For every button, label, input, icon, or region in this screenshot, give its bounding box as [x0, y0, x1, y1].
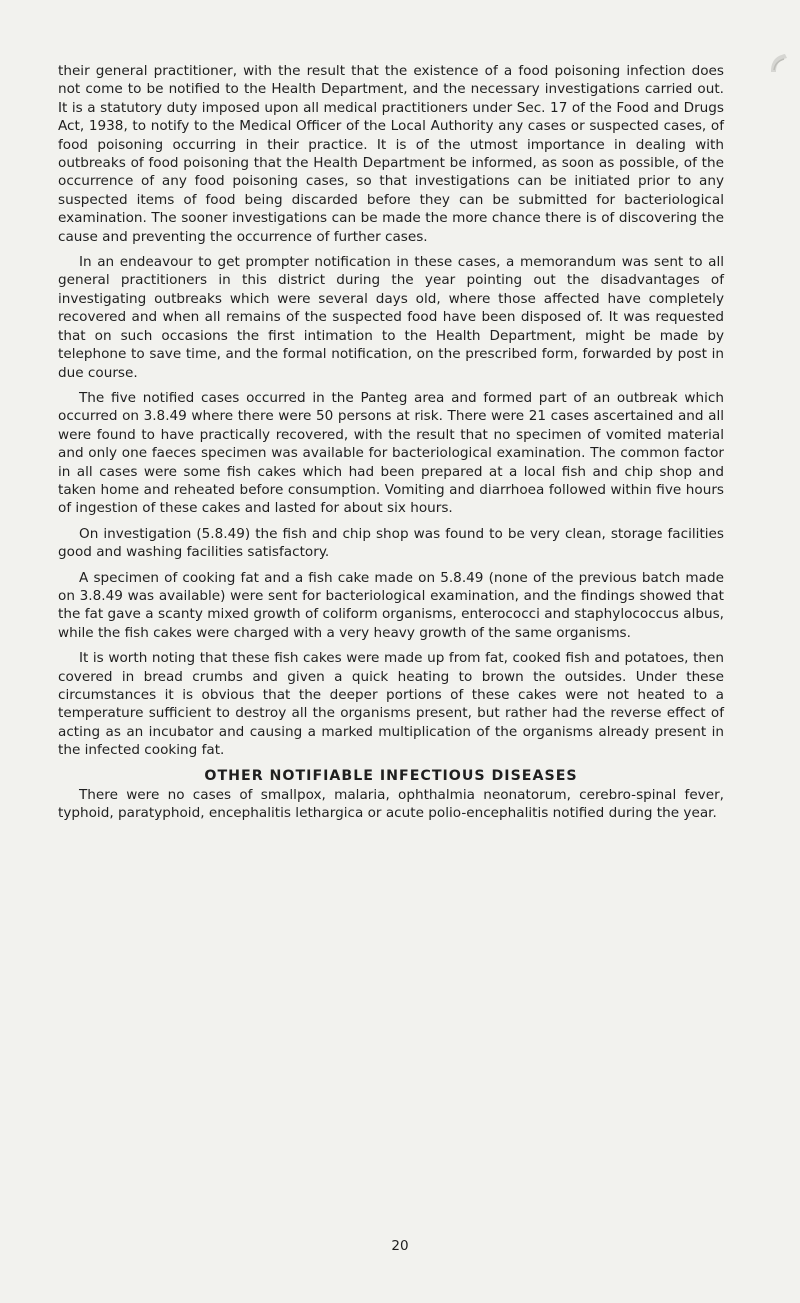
corner-punch-mark — [765, 50, 793, 78]
page-number: 20 — [391, 1238, 409, 1254]
paragraph-specimen-results: A specimen of cooking fat and a fish cake made on 5.8.49 (none of the previous batch made on 3.8.49 was available) were sent for bacteriological examination, and the findings showed that the fat gave a scanty mixed growth of coliform organisms, enterococci and staphylococcus albus, while the fish cakes were charged with a very heavy growth of the same organisms. — [58, 569, 724, 641]
paragraph-panteg-outbreak: The five notified cases occurred in the Panteg area and formed part of an outbreak which occurred on 3.8.49 where there were 50 persons at risk. There were 21 cases ascertained and all were found to have practically recovered, with the result that no specimen of vomited material and only one faeces specimen was available for bacteriological examination. The common factor in all cases were some fish cakes which had been prepared at a local fish and chip shop and taken home and reheated before consumption. Vomiting and diarrhoea followed within five hours of ingestion of these cakes and lasted for about six hours. — [58, 389, 724, 517]
paragraph-fish-cakes-note: It is worth noting that these fish cakes were made up from fat, cooked fish and potatoes, then covered in bread crumbs and given a quick heating to brown the outsides. Under these circumstances it is obvious that the deeper portions of these cakes were not heated to a temperature sufficient to destroy all the organisms present, but rather had the reverse effect of acting as an incubator and causing a marked multiplication of the organisms already present in the infected cooking fat. — [58, 650, 724, 759]
paragraph-investigation: On investigation (5.8.49) the fish and chip shop was found to be very clean, storage facilities good and washing facilities satisfactory. — [58, 525, 724, 561]
paragraph-memorandum: In an endeavour to get prompter notification in these cases, a memorandum was sent to all general practitioners in this district during the year pointing out the disadvantages of investigating outbreaks which were several days old, where those affected have completely recovered and when all remains of the suspected food have been disposed of. It was requested that on such occasions the first intimation to the Health Department, might be made by telephone to save time, and the formal notification, on the prescribed form, forwarded by post in due course. — [58, 254, 724, 381]
paragraph-notification-duty: their general practitioner, with the result that the existence of a food poisoning infection does not come to be notified to the Health Department, and the necessary investigations carried out. It is a statutory duty imposed upon all medical practitioners under Sec. 17 of the Food and Drugs Act, 1938, to notify to the Medical Officer of the Local Authority any cases or suspected cases, of food poisoning occurring in their practice. It is of the utmost importance in dealing with outbreaks of food poisoning that the Health Department be informed, as soon as possible, of the occurrence of any food poisoning cases, so that investigations can be initiated prior to any suspected items of food being discarded before they can be submitted for bacteriological examination. The sooner investigations can be made the more chance there is of discovering the cause and preventing the occurrence of further cases. — [58, 63, 724, 245]
paragraph-no-cases: There were no cases of smallpox, malaria, ophthalmia neonatorum, cerebro-spinal fever, typhoid, paratyphoid, encephalitis lethargica or acute polio-encephalitis notified during the year. — [58, 786, 724, 822]
section-heading: OTHER NOTIFIABLE INFECTIOUS DISEASES — [204, 767, 578, 784]
document-page — [58, 62, 724, 829]
